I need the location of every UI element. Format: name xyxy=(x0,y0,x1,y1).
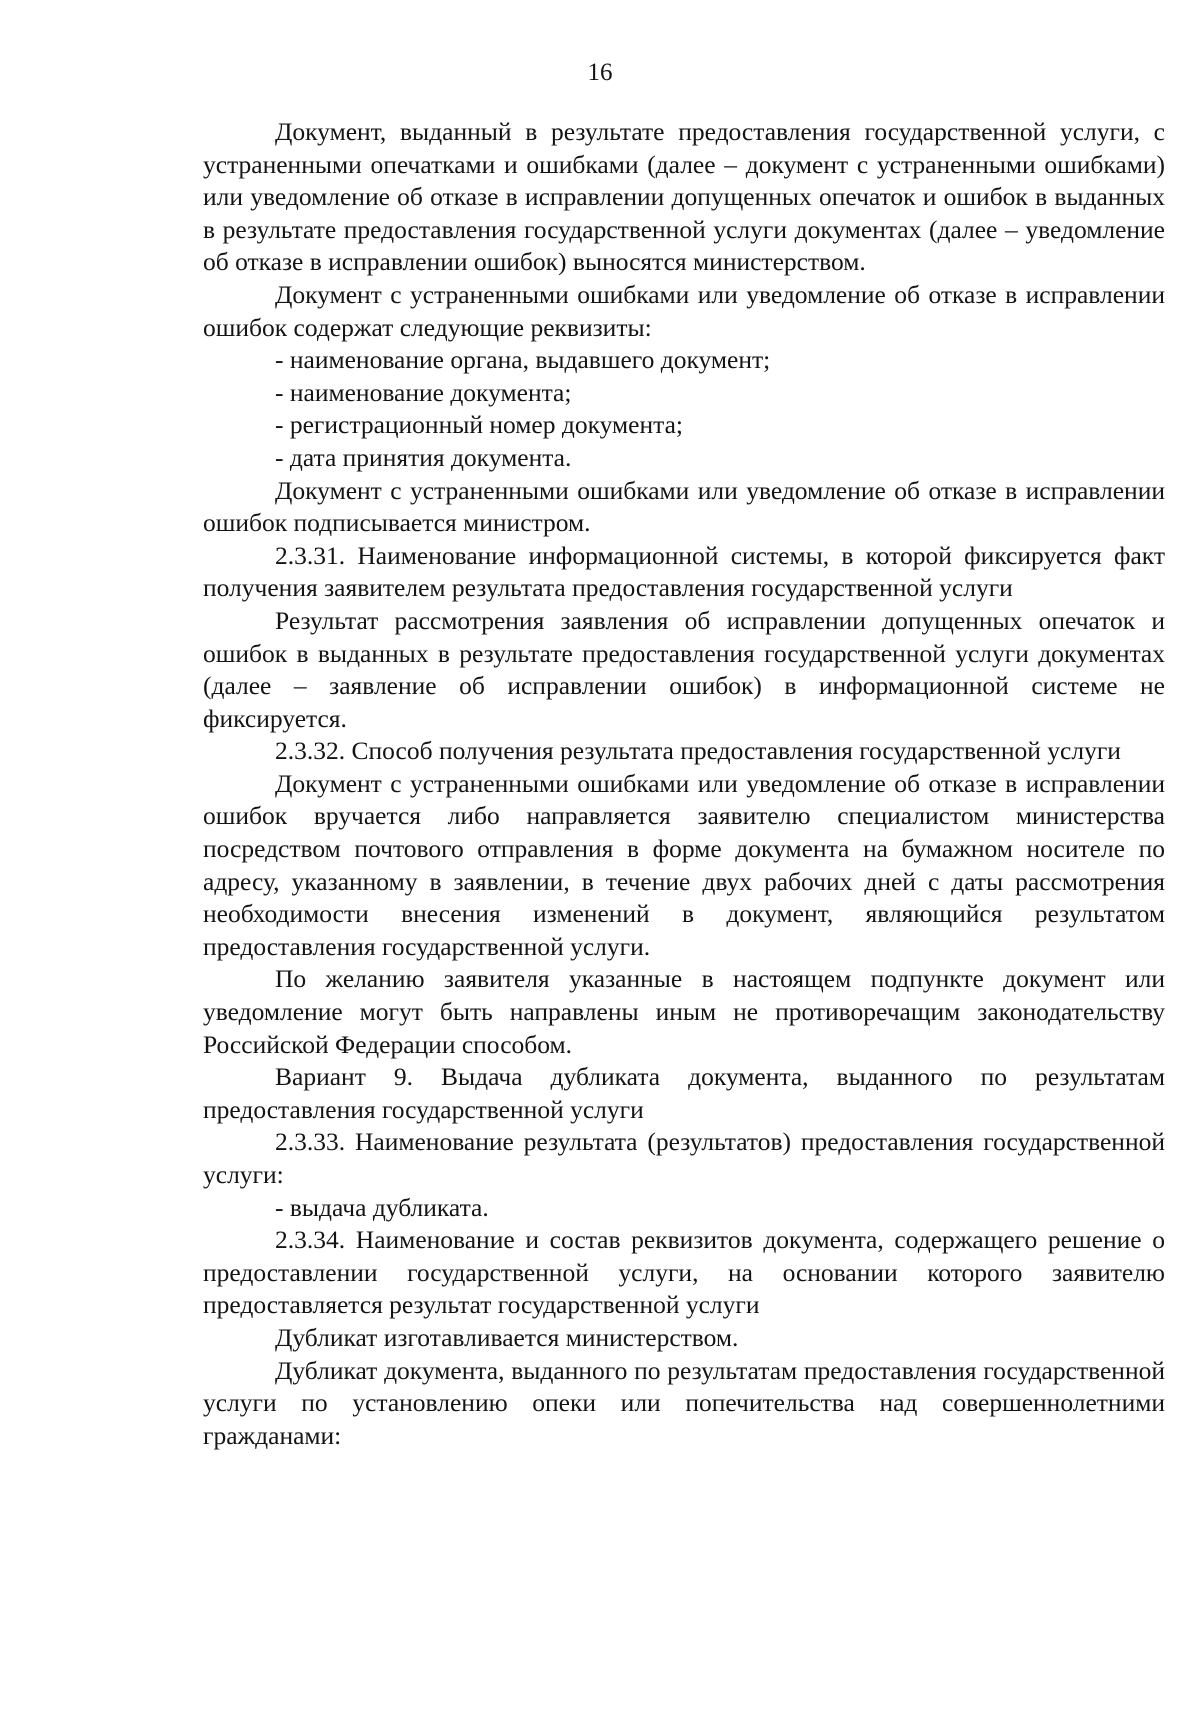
section-heading-2-3-31: 2.3.31. Наименование информационной системы, в которой фиксируется факт получения заявителем результата предоставления государственной услуги xyxy=(203,540,1165,603)
list-item-authority-name: - наименование органа, выдавшего документ; xyxy=(275,345,771,375)
document-body xyxy=(203,116,1165,1452)
paragraph-applicant-wish: По желанию заявителя указанные в настоящем подпункте документ или уведомление могут быть направлены иным не противоречащим законодательству Российской Федерации способом. xyxy=(203,964,1165,1059)
list-item-registration-number: - регистрационный номер документа; xyxy=(275,410,683,440)
paragraph-signed-by-minister: Документ с устраненными ошибками или уведомление об отказе в исправлении ошибок подписывается министром. xyxy=(203,475,1165,538)
paragraph-not-recorded: Результат рассмотрения заявления об исправлении допущенных опечаток и ошибок в выданных в результате предоставления государственной услуги документах (далее – заявление об исправлении ошибок) в информационной системе не фиксируется. xyxy=(203,605,1165,733)
page-number: 16 xyxy=(587,59,613,86)
paragraph-document-issued: Документ, выданный в результате предоставления государственной услуги, с устраненными опечатками и ошибками (далее – документ с устраненными ошибками) или уведомление об отказе в исправлении допущенных опечаток и ошибок в выданных в результате предоставления государственной услуги документах (далее – уведомление об отказе в исправлении ошибок) выносятся министерством. xyxy=(203,117,1165,277)
section-heading-2-3-33: 2.3.33. Наименование результата (результатов) предоставления государственной услуги: xyxy=(203,1127,1165,1189)
variant-heading-9: Вариант 9. Выдача дубликата документа, выданного по результатам предоставления государственной услуги xyxy=(203,1062,1165,1124)
paragraph-requisites-intro: Документ с устраненными ошибками или уведомление об отказе в исправлении ошибок содержат следующие реквизиты: xyxy=(203,279,1165,342)
paragraph-duplicate-guardianship: Дубликат документа, выданного по результатам предоставления государственной услуги по установлению опеки или попечительства над совершеннолетними гражданами: xyxy=(203,1355,1165,1450)
list-item-adoption-date: - дата принятия документа. xyxy=(275,442,572,472)
paragraph-delivery-method: Документ с устраненными ошибками или уведомление об отказе в исправлении ошибок вручается либо направляется заявителю специалистом министерства посредством почтового отправления в форме документа на бумажном носителе по адресу, указанному в заявлении, в течение двух рабочих дней с даты рассмотрения необходимости внесения изменений в документ, являющийся результатом предоставления государственной услуги. xyxy=(203,768,1165,961)
section-heading-2-3-32: 2.3.32. Способ получения результата предоставления государственной услуги xyxy=(275,736,1121,766)
list-item-document-name: - наименование документа; xyxy=(275,377,572,407)
section-heading-2-3-34: 2.3.34. Наименование и состав реквизитов документа, содержащего решение о предоставлении государственной услуги, на основании которого заявителю предоставляется результат государственной услуги xyxy=(203,1225,1165,1320)
list-item-duplicate-issue: - выдача дубликата. xyxy=(275,1192,489,1222)
paragraph-duplicate-made: Дубликат изготавливается министерством. xyxy=(275,1322,739,1352)
